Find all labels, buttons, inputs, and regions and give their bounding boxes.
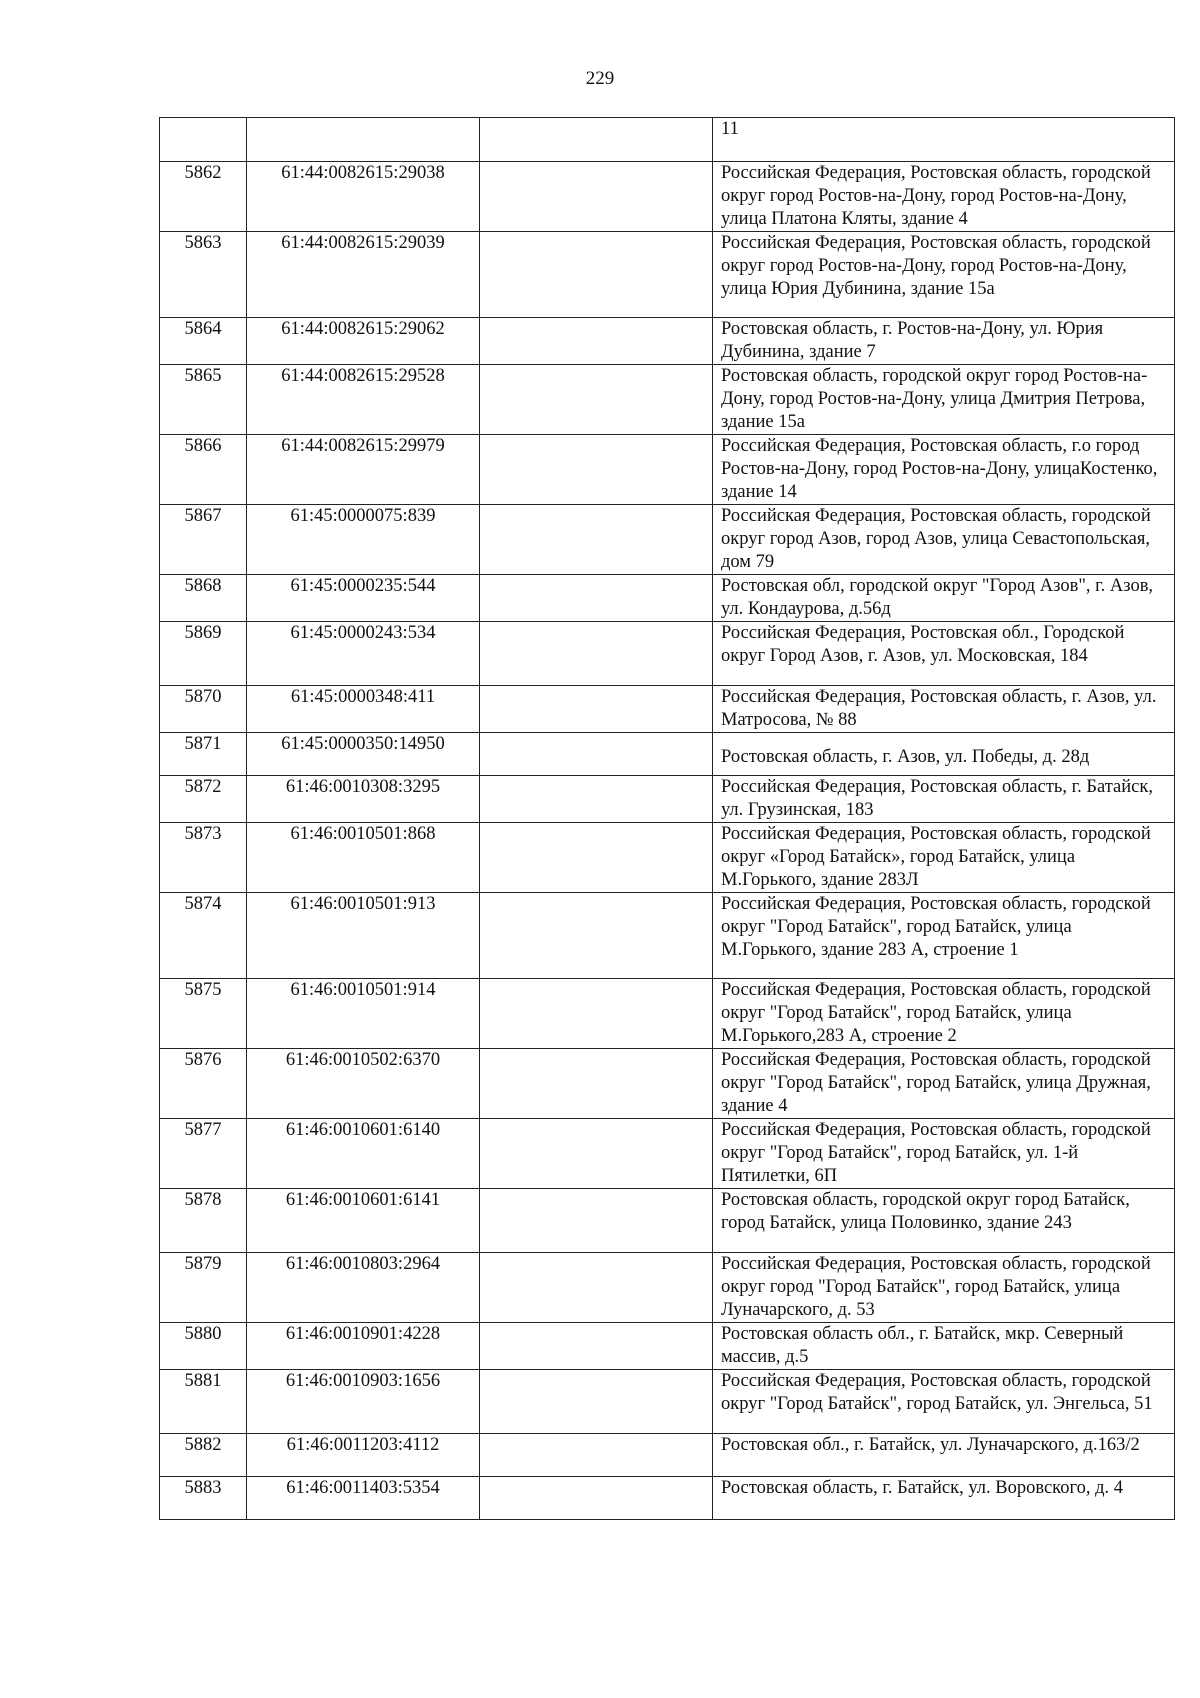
- address-cell: Российская Федерация, Ростовская обл., Городской округ Город Азов, г. Азов, ул. Московская, 184: [713, 622, 1175, 686]
- cadastral-number-cell: 61:46:0010803:2964: [247, 1253, 480, 1323]
- empty-cell: [480, 776, 713, 823]
- cadastral-number-cell: 61:45:0000235:544: [247, 575, 480, 622]
- empty-cell: [480, 622, 713, 686]
- cadastral-number-cell: 61:46:0010501:913: [247, 893, 480, 979]
- registry-table-body: [160, 118, 1175, 1520]
- address-cell: Российская Федерация, Ростовская область, городской округ "Город Батайск", город Батайск, улица Дружная, здание 4: [713, 1049, 1175, 1119]
- row-number-cell: 5864: [160, 318, 247, 365]
- table-row: [160, 1049, 1175, 1119]
- cadastral-number-cell: 61:46:0010903:1656: [247, 1370, 480, 1434]
- empty-cell: [480, 1477, 713, 1520]
- address-cell: Российская Федерация, Ростовская область, городской округ "Город Батайск", город Батайск, ул. 1-й Пятилетки, 6П: [713, 1119, 1175, 1189]
- cadastral-number-cell: 61:46:0010501:868: [247, 823, 480, 893]
- table-row: [160, 733, 1175, 776]
- row-number-cell: 5875: [160, 979, 247, 1049]
- empty-cell: [480, 118, 713, 162]
- table-row: [160, 823, 1175, 893]
- row-number-cell: 5876: [160, 1049, 247, 1119]
- cadastral-number-cell: [247, 118, 480, 162]
- row-number-cell: 5869: [160, 622, 247, 686]
- empty-cell: [480, 1434, 713, 1477]
- cadastral-number-cell: 61:46:0010502:6370: [247, 1049, 480, 1119]
- address-cell: Российская Федерация, Ростовская область, городской округ «Город Батайск», город Батайск, улица М.Горького, здание 283Л: [713, 823, 1175, 893]
- table-row: [160, 232, 1175, 318]
- address-cell: Ростовская область, г. Ростов-на-Дону, ул. Юрия Дубинина, здание 7: [713, 318, 1175, 365]
- empty-cell: [480, 1253, 713, 1323]
- cadastral-number-cell: 61:45:0000075:839: [247, 505, 480, 575]
- cadastral-number-cell: 61:45:0000243:534: [247, 622, 480, 686]
- table-row: [160, 776, 1175, 823]
- row-number-cell: 5879: [160, 1253, 247, 1323]
- empty-cell: [480, 893, 713, 979]
- empty-cell: [480, 686, 713, 733]
- row-number-cell: 5863: [160, 232, 247, 318]
- row-number-cell: 5872: [160, 776, 247, 823]
- row-number-cell: 5877: [160, 1119, 247, 1189]
- table-row: [160, 686, 1175, 733]
- empty-cell: [480, 575, 713, 622]
- table-row: [160, 1434, 1175, 1477]
- table-row: [160, 365, 1175, 435]
- row-number-cell: 5883: [160, 1477, 247, 1520]
- cadastral-number-cell: 61:46:0011203:4112: [247, 1434, 480, 1477]
- table-row: [160, 505, 1175, 575]
- address-cell: Российская Федерация, Ростовская область, городской округ город Ростов-на-Дону, город Ростов-на-Дону, улица Платона Кляты, здание 4: [713, 162, 1175, 232]
- address-cell: Российская Федерация, Ростовская область, городской округ "Город Батайск", город Батайск, ул. Энгельса, 51: [713, 1370, 1175, 1434]
- cadastral-number-cell: 61:44:0082615:29528: [247, 365, 480, 435]
- address-cell: Российская Федерация, Ростовская область, городской округ город Ростов-на-Дону, город Ростов-на-Дону, улица Юрия Дубинина, здание 15а: [713, 232, 1175, 318]
- row-number-cell: 5871: [160, 733, 247, 776]
- empty-cell: [480, 365, 713, 435]
- address-cell: Ростовская обл, городской округ "Город Азов", г. Азов, ул. Кондаурова, д.56д: [713, 575, 1175, 622]
- address-cell: Ростовская обл., г. Батайск, ул. Луначарского, д.163/2: [713, 1434, 1175, 1477]
- row-number-cell: [160, 118, 247, 162]
- cadastral-number-cell: 61:46:0010901:4228: [247, 1323, 480, 1370]
- row-number-cell: 5880: [160, 1323, 247, 1370]
- row-number-cell: 5862: [160, 162, 247, 232]
- empty-cell: [480, 1370, 713, 1434]
- row-number-cell: 5866: [160, 435, 247, 505]
- address-cell: Российская Федерация, Ростовская область, городской округ "Город Батайск", город Батайск, улица М.Горького,283 А, строение 2: [713, 979, 1175, 1049]
- page-number: 229: [585, 68, 615, 89]
- table-row: [160, 575, 1175, 622]
- address-cell: Ростовская область, городской округ город Ростов-на-Дону, город Ростов-на-Дону, улица Дмитрия Петрова, здание 15а: [713, 365, 1175, 435]
- table-row: [160, 1189, 1175, 1253]
- empty-cell: [480, 232, 713, 318]
- row-number-cell: 5874: [160, 893, 247, 979]
- row-number-cell: 5878: [160, 1189, 247, 1253]
- empty-cell: [480, 979, 713, 1049]
- table-row: [160, 1323, 1175, 1370]
- empty-cell: [480, 1323, 713, 1370]
- cadastral-number-cell: 61:45:0000350:14950: [247, 733, 480, 776]
- table-row: [160, 1477, 1175, 1520]
- address-cell: Российская Федерация, Ростовская область, г.о город Ростов-на-Дону, город Ростов-на-Дону, улицаКостенко, здание 14: [713, 435, 1175, 505]
- cadastral-number-cell: 61:45:0000348:411: [247, 686, 480, 733]
- cadastral-number-cell: 61:46:0010601:6140: [247, 1119, 480, 1189]
- row-number-cell: 5881: [160, 1370, 247, 1434]
- empty-cell: [480, 733, 713, 776]
- empty-cell: [480, 1119, 713, 1189]
- address-cell: Ростовская область, г. Батайск, ул. Воровского, д. 4: [713, 1477, 1175, 1520]
- table-row: [160, 1253, 1175, 1323]
- table-row: [160, 318, 1175, 365]
- cadastral-number-cell: 61:44:0082615:29062: [247, 318, 480, 365]
- address-cell: Российская Федерация, Ростовская область, городской округ "Город Батайск", город Батайск, улица М.Горького, здание 283 А, строение 1: [713, 893, 1175, 979]
- address-cell: Российская Федерация, Ростовская область, городской округ город "Город Батайск", город Батайск, улица Луначарского, д. 53: [713, 1253, 1175, 1323]
- cadastral-number-cell: 61:46:0011403:5354: [247, 1477, 480, 1520]
- empty-cell: [480, 1189, 713, 1253]
- row-number-cell: 5865: [160, 365, 247, 435]
- registry-table: [159, 117, 1175, 1520]
- table-row: [160, 1370, 1175, 1434]
- row-number-cell: 5870: [160, 686, 247, 733]
- address-cell: Ростовская область, городской округ город Батайск, город Батайск, улица Половинко, здание 243: [713, 1189, 1175, 1253]
- empty-cell: [480, 435, 713, 505]
- address-cell: Ростовская область обл., г. Батайск, мкр. Северный массив, д.5: [713, 1323, 1175, 1370]
- table-row: [160, 979, 1175, 1049]
- address-cell: Российская Федерация, Ростовская область, г. Азов, ул. Матросова, № 88: [713, 686, 1175, 733]
- address-cell: Российская Федерация, Ростовская область, городской округ город Азов, город Азов, улица Севастопольская, дом 79: [713, 505, 1175, 575]
- table-row: [160, 435, 1175, 505]
- table-row: [160, 162, 1175, 232]
- cadastral-number-cell: 61:44:0082615:29979: [247, 435, 480, 505]
- row-number-cell: 5867: [160, 505, 247, 575]
- row-number-cell: 5868: [160, 575, 247, 622]
- address-cell: Российская Федерация, Ростовская область, г. Батайск, ул. Грузинская, 183: [713, 776, 1175, 823]
- row-number-cell: 5873: [160, 823, 247, 893]
- table-row-continued: [160, 118, 1175, 162]
- cadastral-number-cell: 61:46:0010308:3295: [247, 776, 480, 823]
- empty-cell: [480, 318, 713, 365]
- address-cell: Ростовская область, г. Азов, ул. Победы, д. 28д: [713, 733, 1175, 776]
- address-cell: 11: [713, 118, 1175, 162]
- cadastral-number-cell: 61:44:0082615:29038: [247, 162, 480, 232]
- cadastral-number-cell: 61:46:0010601:6141: [247, 1189, 480, 1253]
- table-row: [160, 893, 1175, 979]
- empty-cell: [480, 505, 713, 575]
- empty-cell: [480, 823, 713, 893]
- cadastral-number-cell: 61:46:0010501:914: [247, 979, 480, 1049]
- table-row: [160, 1119, 1175, 1189]
- row-number-cell: 5882: [160, 1434, 247, 1477]
- empty-cell: [480, 1049, 713, 1119]
- cadastral-number-cell: 61:44:0082615:29039: [247, 232, 480, 318]
- table-row: [160, 622, 1175, 686]
- empty-cell: [480, 162, 713, 232]
